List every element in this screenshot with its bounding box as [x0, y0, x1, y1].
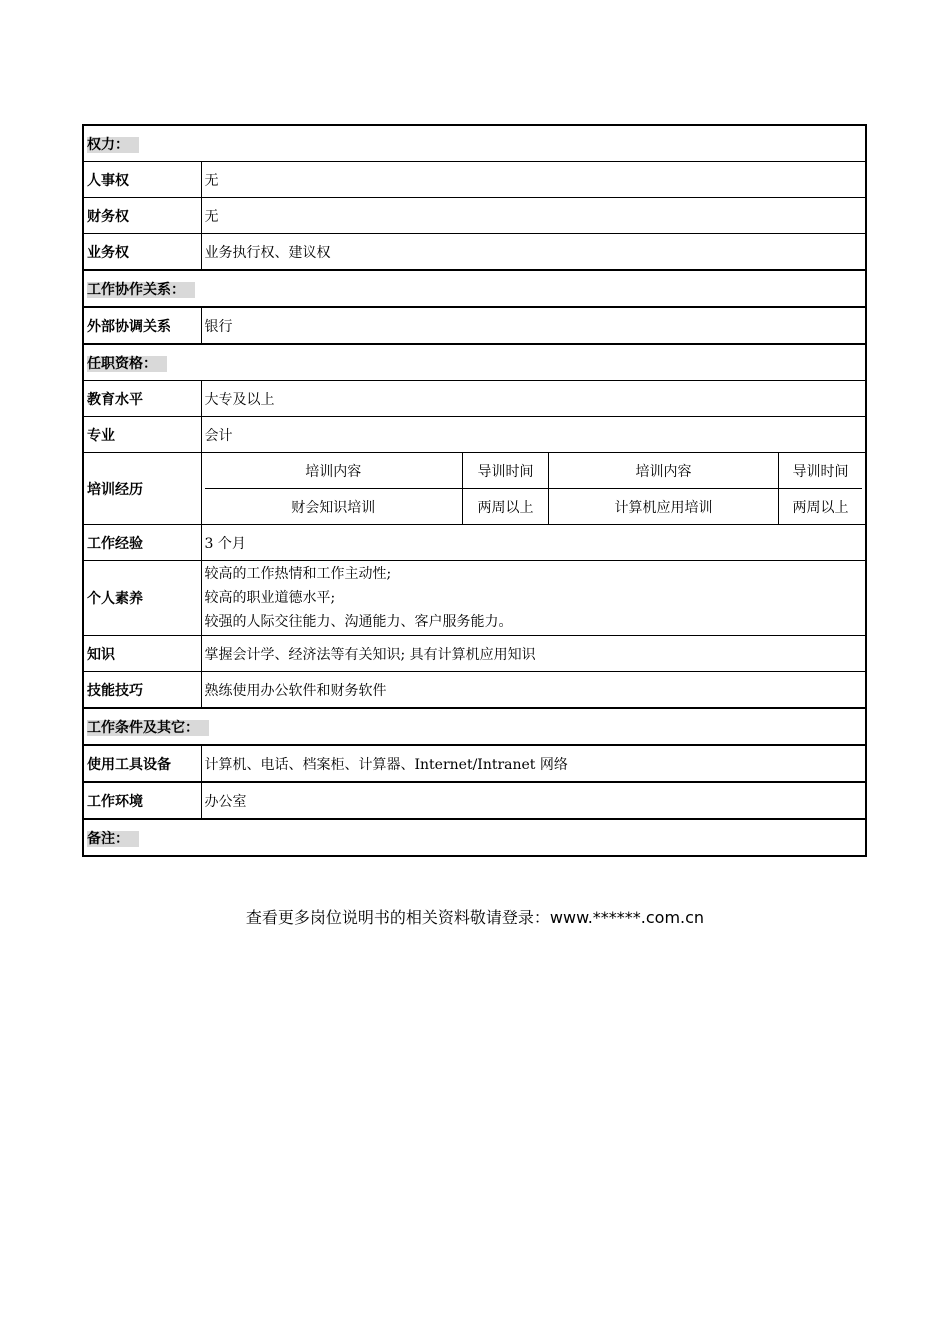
- row-personnel: [83, 162, 866, 198]
- field-label: 工作经验: [83, 525, 201, 561]
- quality-line: 较高的职业道德水平;: [204, 590, 336, 606]
- field-label: 技能技巧: [83, 672, 201, 709]
- field-label: 工作环境: [83, 782, 201, 819]
- field-value: 银行: [201, 307, 866, 344]
- field-label: 教育水平: [83, 381, 201, 417]
- field-value: 会计: [201, 417, 866, 453]
- field-value: 办公室: [201, 782, 866, 819]
- section-remarks-row: [83, 819, 866, 856]
- section-title: 权力：: [87, 137, 139, 153]
- training-cell: [201, 453, 866, 525]
- row-skills: [83, 672, 866, 709]
- section-header-conditions: [83, 708, 866, 745]
- section-title: 备注：: [87, 831, 139, 847]
- section-header-remarks: [83, 819, 866, 856]
- field-label: 个人素养: [83, 561, 201, 636]
- field-label: 财务权: [83, 198, 201, 234]
- field-value: 大专及以上: [201, 381, 866, 417]
- training-cell-value: 两周以上: [779, 489, 863, 525]
- field-value-multiline: [201, 561, 866, 636]
- row-experience: [83, 525, 866, 561]
- row-business: [83, 234, 866, 271]
- field-label: 使用工具设备: [83, 745, 201, 782]
- footer-note: 查看更多岗位说明书的相关资料敬请登录：www.******.com.cn: [245, 908, 705, 927]
- field-label: 专业: [83, 417, 201, 453]
- training-data-row: [205, 489, 863, 525]
- row-tools: [83, 745, 866, 782]
- quality-line: 较强的人际交往能力、沟通能力、客户服务能力。: [204, 614, 513, 630]
- field-value: 计算机、电话、档案柜、计算器、Internet/Intranet 网络: [201, 745, 866, 782]
- row-quality: [83, 561, 866, 636]
- row-education: [83, 381, 866, 417]
- row-knowledge: [83, 636, 866, 672]
- training-header-row: [205, 453, 863, 489]
- field-value: 业务执行权、建议权: [201, 234, 866, 271]
- row-major: [83, 417, 866, 453]
- field-value: 3 个月: [201, 525, 866, 561]
- section-conditions-row: [83, 708, 866, 745]
- row-external: [83, 307, 866, 344]
- row-training: [83, 453, 866, 525]
- field-label: 知识: [83, 636, 201, 672]
- section-cooperation-row: [83, 270, 866, 307]
- training-cell-value: 两周以上: [463, 489, 549, 525]
- field-value: 无: [201, 198, 866, 234]
- section-title: 工作条件及其它：: [87, 720, 209, 736]
- training-header: 导训时间: [779, 453, 863, 489]
- section-header-cooperation: [83, 270, 866, 307]
- section-header-power: [83, 125, 866, 162]
- section-qualification-row: [83, 344, 866, 381]
- job-description-sheet: [82, 124, 867, 857]
- section-power-row: [83, 125, 866, 162]
- field-value: 熟练使用办公软件和财务软件: [201, 672, 866, 709]
- field-label: 外部协调关系: [83, 307, 201, 344]
- field-value: 掌握会计学、经济法等有关知识; 具有计算机应用知识: [201, 636, 866, 672]
- training-header: 培训内容: [205, 453, 463, 489]
- field-value: 无: [201, 162, 866, 198]
- quality-line: 较高的工作热情和工作主动性;: [204, 566, 392, 582]
- row-finance: [83, 198, 866, 234]
- field-label: 培训经历: [83, 453, 201, 525]
- training-cell-value: 财会知识培训: [205, 489, 463, 525]
- section-header-qualification: [83, 344, 866, 381]
- job-description-table: [82, 124, 867, 857]
- section-title: 任职资格：: [87, 356, 167, 372]
- training-header: 培训内容: [549, 453, 779, 489]
- training-cell-value: 计算机应用培训: [549, 489, 779, 525]
- section-title: 工作协作关系：: [87, 282, 195, 298]
- training-table: [205, 453, 863, 524]
- training-header: 导训时间: [463, 453, 549, 489]
- row-environment: [83, 782, 866, 819]
- field-label: 业务权: [83, 234, 201, 271]
- field-label: 人事权: [83, 162, 201, 198]
